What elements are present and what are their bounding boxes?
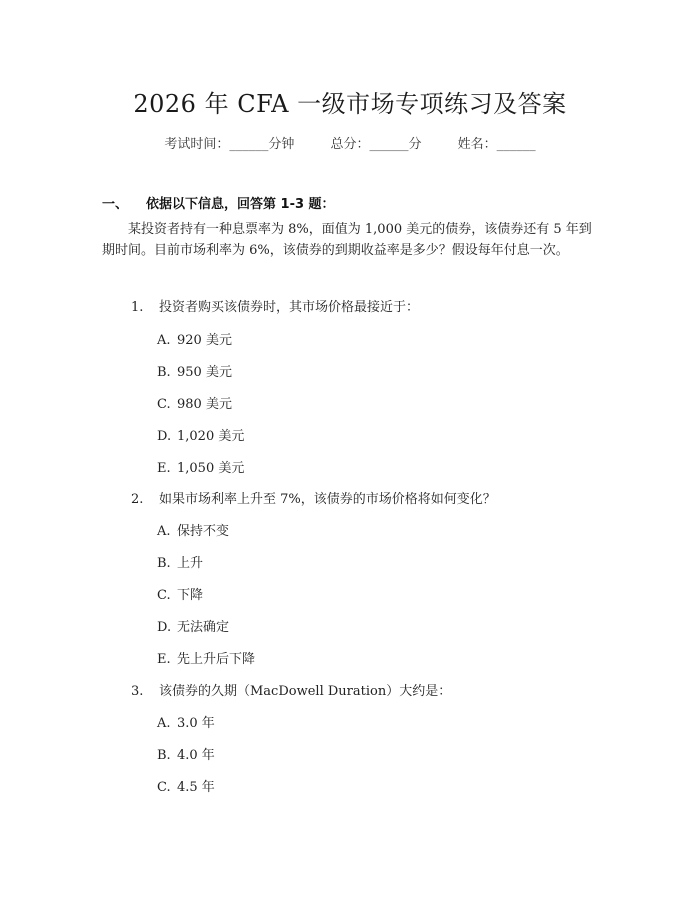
page-title: 2026 年 CFA 一级市场专项练习及答案 <box>133 90 567 118</box>
question-text: 投资者购买该债券时，其市场价格最接近于： <box>159 300 420 315</box>
exam-score-field: 总分：______分 <box>330 137 422 152</box>
option-text: 980 美元 <box>177 397 232 412</box>
option-letter: B. <box>157 556 171 571</box>
option-text: 4.5 年 <box>177 780 215 795</box>
option-letter: E. <box>157 652 171 667</box>
question-3-option-b <box>157 744 215 763</box>
section-heading <box>102 193 335 212</box>
option-text: 920 美元 <box>177 333 232 348</box>
question-2-option-e <box>157 648 255 667</box>
question-1 <box>131 296 419 315</box>
section-number: 一、 <box>102 197 129 212</box>
question-text: 如果市场利率上升至 7%，该债券的市场价格将如何变化？ <box>159 492 496 507</box>
option-letter: B. <box>157 748 171 763</box>
question-1-option-d <box>157 425 244 444</box>
question-2-option-a <box>157 520 229 539</box>
option-letter: C. <box>157 780 171 795</box>
option-letter: C. <box>157 588 171 603</box>
option-letter: E. <box>157 461 171 476</box>
exam-time-field: 考试时间：______分钟 <box>164 137 295 152</box>
option-letter: B. <box>157 365 171 380</box>
question-number: 3. <box>131 684 144 699</box>
question-text: 该债券的久期（MacDowell Duration）大约是： <box>159 684 452 699</box>
question-1-option-b <box>157 361 232 380</box>
student-name-field: 姓名：______ <box>457 137 536 152</box>
option-letter: C. <box>157 397 171 412</box>
question-3-option-a <box>157 712 215 731</box>
option-letter: A. <box>157 524 171 539</box>
question-number: 2. <box>131 492 144 507</box>
option-text: 无法确定 <box>177 620 230 635</box>
exam-info-line <box>0 133 700 152</box>
option-text: 上升 <box>177 556 204 571</box>
question-1-option-a <box>157 329 232 348</box>
question-stem: 某投资者持有一种息票率为 8%，面值为 1,000 美元的债券，该债券还有 5 年到期时间。目前市场利率为 6%，该债券的到期收益率是多少？假设每年付息一次。 <box>102 222 592 258</box>
option-letter: A. <box>157 333 171 348</box>
option-text: 保持不变 <box>177 524 230 539</box>
question-3-option-c <box>157 776 215 795</box>
option-letter: D. <box>157 620 172 635</box>
option-text: 3.0 年 <box>177 716 215 731</box>
question-1-option-e <box>157 457 244 476</box>
option-text: 下降 <box>177 588 204 603</box>
question-3 <box>131 680 451 699</box>
option-letter: D. <box>157 429 172 444</box>
option-text: 1,050 美元 <box>177 461 245 476</box>
option-text: 1,020 美元 <box>177 429 245 444</box>
option-letter: A. <box>157 716 171 731</box>
question-2-option-b <box>157 552 203 571</box>
question-2-option-d <box>157 616 229 635</box>
question-number: 1. <box>131 300 144 315</box>
question-1-option-c <box>157 393 232 412</box>
option-text: 先上升后下降 <box>177 652 256 667</box>
option-text: 950 美元 <box>177 365 232 380</box>
option-text: 4.0 年 <box>177 748 215 763</box>
section-heading-text: 依据以下信息，回答第 1-3 题： <box>146 197 335 212</box>
question-2-option-c <box>157 584 203 603</box>
question-2 <box>131 488 496 507</box>
